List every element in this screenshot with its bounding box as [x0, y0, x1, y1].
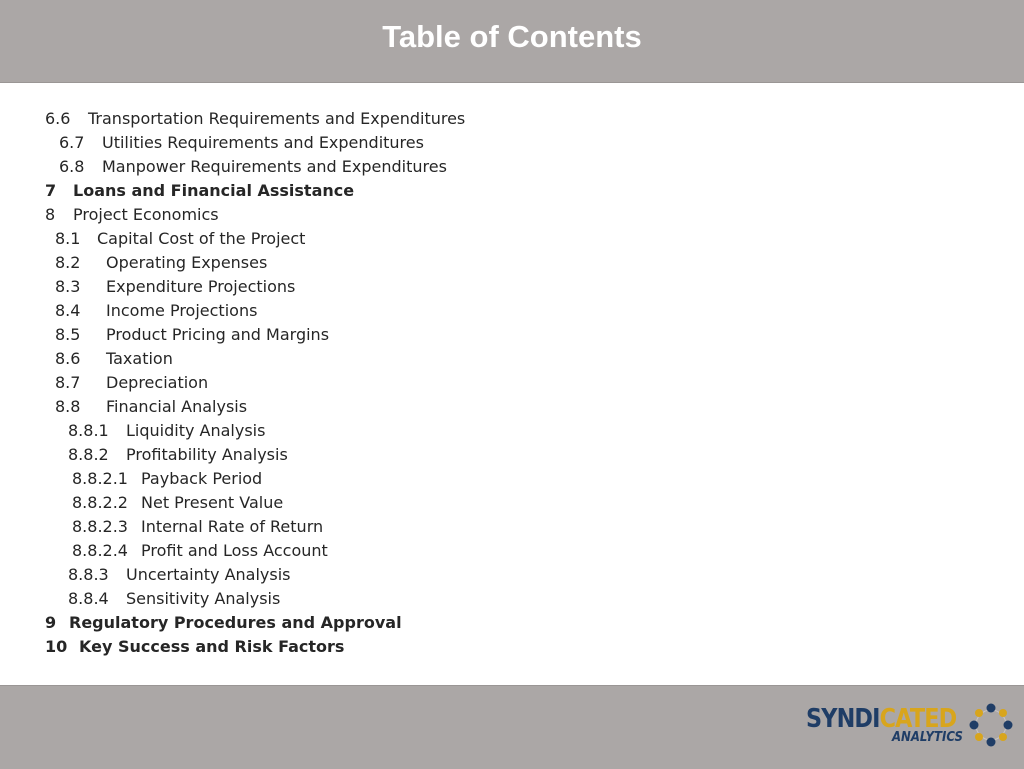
- toc-entry-label: Internal Rate of Return: [141, 517, 324, 536]
- toc-entry-label: Payback Period: [141, 469, 263, 488]
- toc-entry-number: 8.6: [55, 349, 81, 368]
- logo-dot: [987, 738, 996, 747]
- toc-entry: [45, 611, 402, 635]
- toc-entry-number: 8.4: [55, 301, 81, 320]
- toc-entry: [68, 443, 288, 467]
- toc-entry-number: 7: [45, 181, 57, 200]
- toc-entry-label: Profitability Analysis: [126, 445, 288, 464]
- toc-entry-label: Financial Analysis: [106, 397, 248, 416]
- toc-entry-label: Regulatory Procedures and Approval: [69, 613, 402, 632]
- toc-entry-label: Operating Expenses: [106, 253, 268, 272]
- logo-dot: [999, 709, 1007, 717]
- toc-entry-label: Income Projections: [106, 301, 258, 320]
- toc-entry-number: 6.8: [59, 157, 85, 176]
- toc-entry: [45, 635, 344, 659]
- toc-entry: [55, 227, 305, 251]
- toc-entry-number: 8.3: [55, 277, 81, 296]
- logo-word-dark: SYNDI: [806, 704, 880, 734]
- toc-entry-number: 8.8.2.2: [72, 493, 128, 512]
- toc-entry: [45, 107, 465, 131]
- toc-entry-number: 8.7: [55, 373, 81, 392]
- toc-entry-number: 8.8.2: [68, 445, 109, 464]
- toc-entry: [55, 275, 295, 299]
- toc-entry-label: Loans and Financial Assistance: [73, 181, 355, 200]
- toc-entry-number: 8.8.2.3: [72, 517, 128, 536]
- toc-entry: [68, 419, 265, 443]
- toc-entry: [55, 371, 208, 395]
- toc-entry-label: Net Present Value: [141, 493, 284, 512]
- header-bar: [0, 0, 1024, 83]
- toc-entry-number: 8: [45, 205, 56, 224]
- toc-entry-number: 8.8.2.4: [72, 541, 128, 560]
- toc-entry: [55, 251, 267, 275]
- toc-entry: [55, 299, 257, 323]
- toc-entry-label: Key Success and Risk Factors: [79, 637, 345, 656]
- toc-entry-number: 9: [45, 613, 57, 632]
- toc-entry: [72, 491, 283, 515]
- toc-entry-label: Project Economics: [73, 205, 219, 224]
- toc-entry-label: Sensitivity Analysis: [126, 589, 281, 608]
- toc-entry: [68, 563, 290, 587]
- toc-entry: [55, 347, 173, 371]
- toc-entry: [55, 323, 329, 347]
- toc-entry-number: 8.2: [55, 253, 81, 272]
- toc-entry-number: 8.8: [55, 397, 81, 416]
- toc-entry-label: Product Pricing and Margins: [106, 325, 330, 344]
- toc-entry-label: Utilities Requirements and Expenditures: [102, 133, 424, 152]
- logo-dot: [987, 704, 996, 713]
- toc-entry-number: 6.7: [59, 133, 85, 152]
- toc-entry: [72, 515, 323, 539]
- toc-entry-number: 8.1: [55, 229, 81, 248]
- toc-entry-number: 8.8.3: [68, 565, 109, 584]
- toc-entry-number: 6.6: [45, 109, 71, 128]
- logo-word-gold: CATED: [879, 704, 957, 734]
- toc-entry-label: Manpower Requirements and Expenditures: [102, 157, 447, 176]
- toc-entry: [55, 395, 247, 419]
- logo-subword: ANALYTICS: [892, 730, 963, 745]
- toc-entry-label: Capital Cost of the Project: [97, 229, 306, 248]
- toc-entry: [59, 131, 424, 155]
- logo-dot: [975, 733, 983, 741]
- toc-entry: [45, 179, 354, 203]
- logo-dot: [1004, 721, 1013, 730]
- toc-entry-label: Taxation: [106, 349, 173, 368]
- toc-entry-label: Depreciation: [106, 373, 209, 392]
- toc-entry-label: Liquidity Analysis: [126, 421, 266, 440]
- logo-dot: [975, 709, 983, 717]
- toc-entry-number: 8.8.2.1: [72, 469, 128, 488]
- toc-entry: [72, 467, 262, 491]
- toc-entry-label: Profit and Loss Account: [141, 541, 328, 560]
- toc-entry-number: 8.8.4: [68, 589, 109, 608]
- toc-entry-number: 8.5: [55, 325, 81, 344]
- page-title: Table of Contents: [382, 19, 642, 54]
- syndicated-analytics-logo: [806, 700, 1016, 752]
- toc-entry: [72, 539, 328, 563]
- toc-entry: [59, 155, 447, 179]
- logo-dot: [999, 733, 1007, 741]
- toc-entry-label: Expenditure Projections: [106, 277, 296, 296]
- toc-entry: [68, 587, 280, 611]
- logo-ring-icon: [968, 702, 1014, 748]
- toc-entry-label: Uncertainty Analysis: [126, 565, 291, 584]
- toc-entry: [45, 203, 219, 227]
- toc-entry-number: 10: [45, 637, 68, 656]
- toc-entry-label: Transportation Requirements and Expenditures: [88, 109, 466, 128]
- toc-entry-number: 8.8.1: [68, 421, 109, 440]
- logo-dot: [970, 721, 979, 730]
